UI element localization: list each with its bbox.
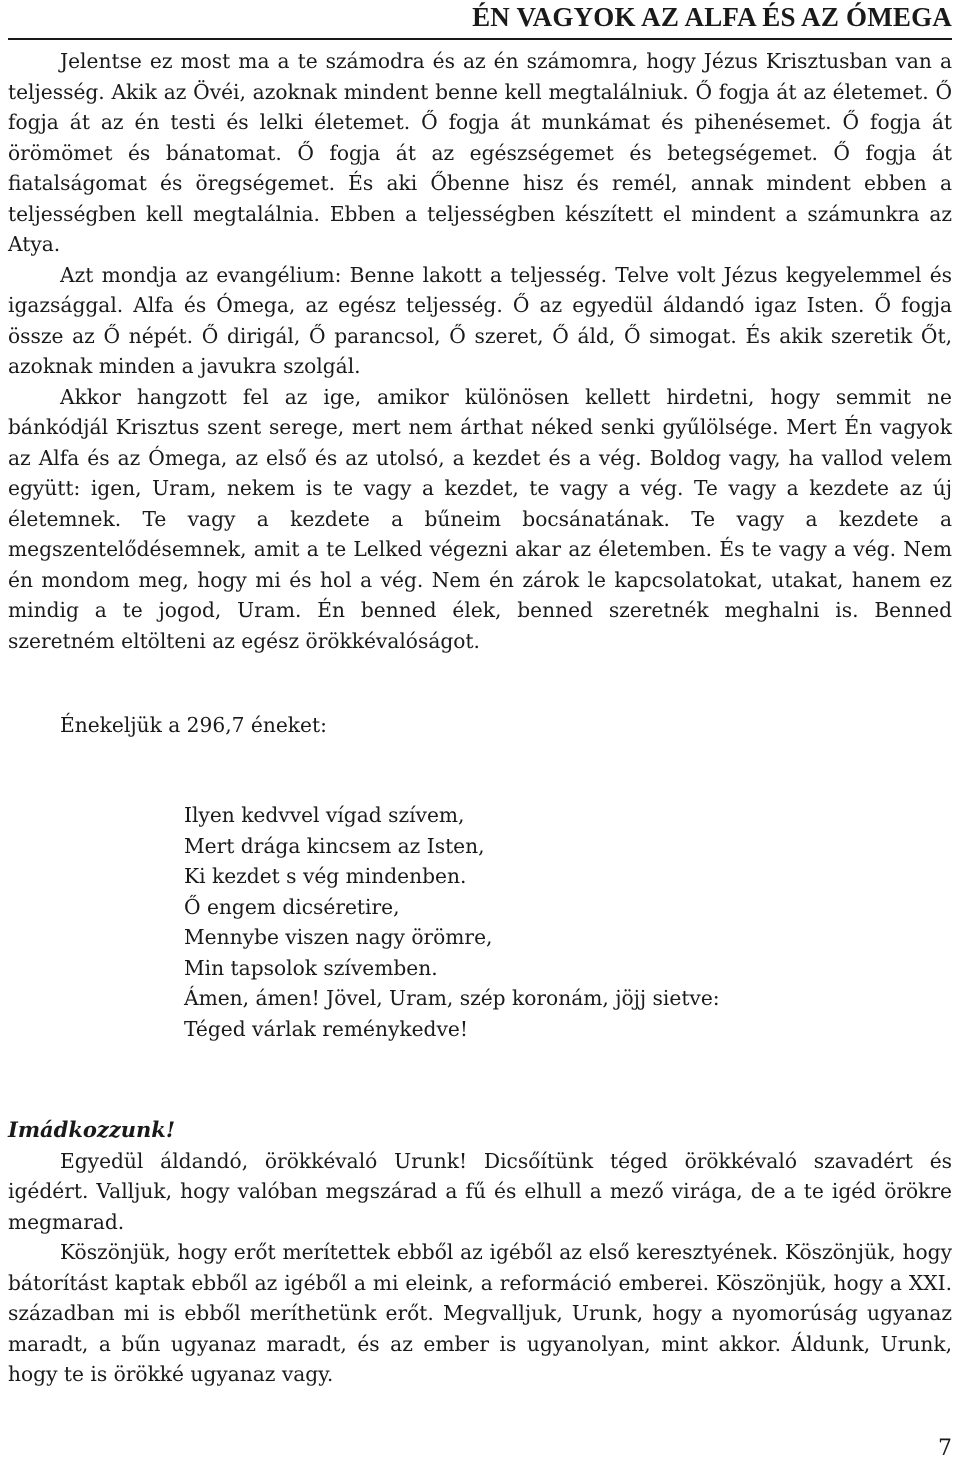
song-intro: Énekeljük a 296,7 éneket:	[60, 713, 327, 737]
verse-line: Téged várlak reménykedve!	[184, 1016, 468, 1041]
verse-line: Ámen, ámen! Jövel, Uram, szép koronám, jöjj sietve:	[184, 986, 720, 1010]
verse-line: Mert drága kincsem az Isten,	[184, 833, 485, 858]
verse-line: Mennybe viszen nagy örömre,	[184, 925, 493, 949]
verse-line: Ilyen kedvvel vígad szívem,	[184, 803, 465, 827]
song-intro-block	[8, 710, 952, 741]
main-text	[8, 46, 952, 656]
verse-line: Ki kezdet s vég mindenben.	[184, 864, 467, 888]
page-title: ÉN VAGYOK AZ ALFA ÉS AZ ÓMEGA	[472, 2, 952, 32]
prayer-heading: Imádkozzunk!	[8, 1117, 176, 1142]
paragraph: Jelentse ez most ma a te számodra és az én számomra, hogy Jézus Krisztusban van a teljesség. Akik az Övéi, azoknak mindent benne kell megtalálniuk. Ő fogja át az életemet. Ő fogja át az én testi és lelki életemet. Ő fogja át munkámat és pihenésemet. Ő fogja át örömömet és bánatomat. Ő fogja át az egészségemet és betegségemet. Ő fogja át fiatalságomat és öregségemet. És aki Őbenne hisz és remél, annak mindent ebben a teljességben kell megtalálnia. Ebben a teljességben készített el mindent a számunkra az Atya.	[8, 49, 952, 256]
prayer-section	[8, 1115, 952, 1390]
paragraph: Azt mondja az evangélium: Benne lakott a teljesség. Telve volt Jézus kegyelemmel és igazsággal. Alfa és Ómega, az egész teljesség. Ő az egyedül áldandó igaz Isten. Ő fogja össze az Ő népét. Ő dirigál, Ő parancsol, Ő szeret, Ő áld, Ő simogat. És akik szeretik Őt, azoknak minden a javukra szolgál.	[8, 262, 952, 378]
verse-line: Ő engem dicséretire,	[184, 894, 400, 919]
paragraph: Egyedül áldandó, örökkévaló Urunk! Dicsőítünk téged örökkévaló szavadért és igédért. Valljuk, hogy valóban megszárad a fű és elhull a mező virága, de a te igéd örökre megmarad.	[8, 1148, 952, 1234]
paragraph: Köszönjük, hogy erőt merítettek ebből az igéből az első keresztyének. Köszönjük, hogy bátorítást kaptak ebből az igéből a mi eleink, a reformáció emberei. Köszönjük, hogy a XXI. században mi is ebből meríthetünk erőt. Megvalljuk, Urunk, hogy a nyomorúság ugyanaz maradt, a bűn ugyanaz maradt, és az ember is ugyanolyan, mint akkor. Áldunk, Urunk, hogy te is örökké ugyanaz vagy.	[8, 1240, 952, 1386]
page-header	[8, 2, 952, 40]
hymn-verse	[184, 800, 720, 1044]
verse-line: Min tapsolok szívemben.	[184, 955, 438, 980]
page-number: 7	[938, 1436, 952, 1461]
paragraph: Akkor hangzott fel az ige, amikor különösen kellett hirdetni, hogy semmit ne bánkódjál Krisztus szent serege, mert nem árthat néked senki gyűlölsége. Mert Én vagyok az Alfa és az Ómega, az első és az utolsó, a kezdet és a vég. Boldog vagy, ha vallod velem együtt: igen, Uram, nekem is te vagy a kezdet, te vagy a vég. Te vagy a kezdete az új életemnek. Te vagy a kezdete a bűneim bocsánatának. Te vagy a kezdete a megszentelődésemnek, amit a te Lelked végezni akar az életemben. És te vagy a vég. Nem én mondom meg, hogy mi és hol a vég. Nem én zárok le kapcsolatokat, utakat, hanem ez mindig a te jogod, Uram. Én benned élek, benned szeretnék meghalni is. Benned szeretném eltölteni az egész örökkévalóságot.	[8, 384, 952, 653]
